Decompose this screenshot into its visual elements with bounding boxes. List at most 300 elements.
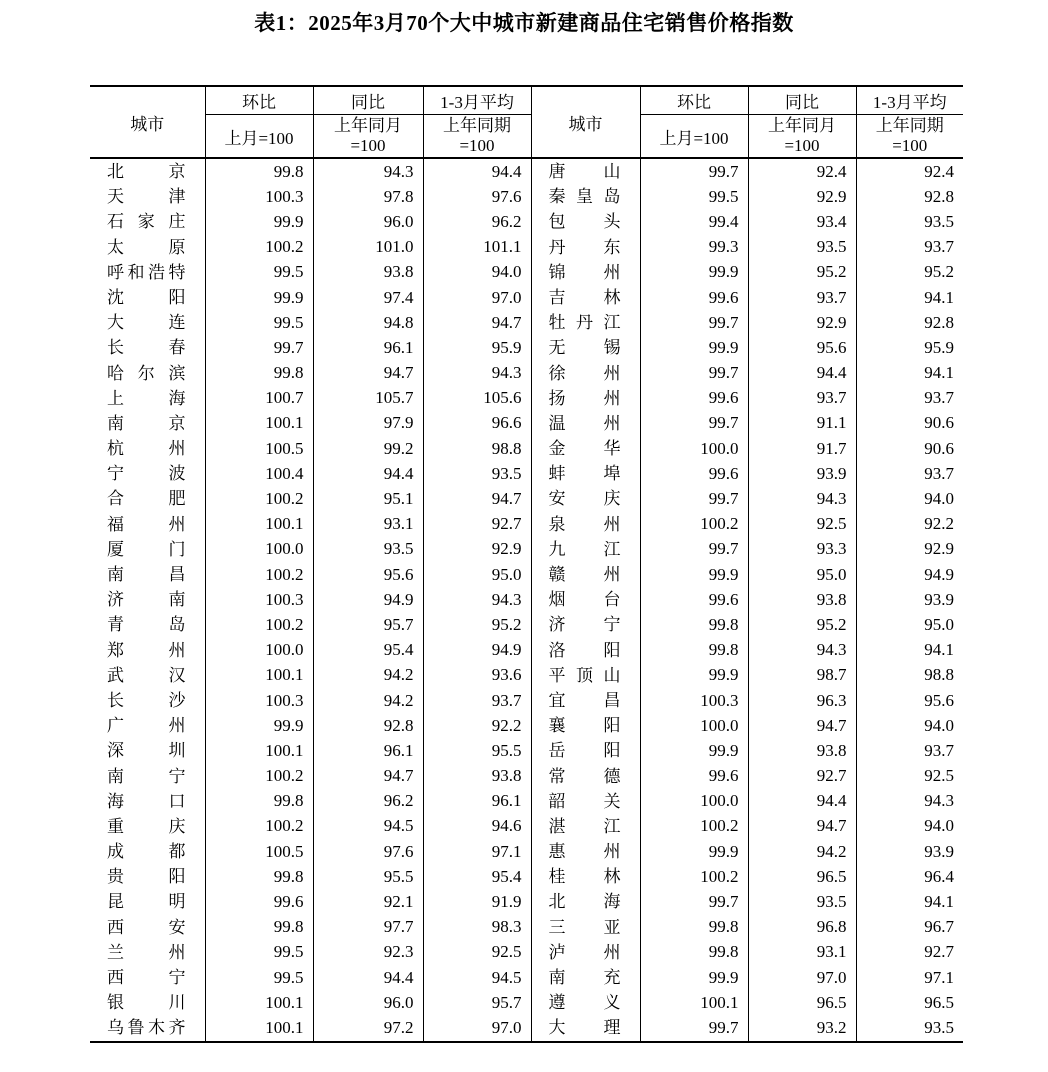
header-yoy-base-line2: =100 <box>784 136 820 155</box>
city-name: 沈阳 <box>107 287 186 307</box>
city-cell <box>531 889 640 914</box>
table-row <box>90 461 963 486</box>
city-name: 济宁 <box>548 615 621 635</box>
yoy-value: 94.2 <box>313 688 423 713</box>
yoy-value: 96.3 <box>748 688 856 713</box>
city-cell <box>531 158 640 184</box>
mom-value: 99.5 <box>205 310 313 335</box>
avg-value: 92.5 <box>423 940 531 965</box>
avg-value: 95.2 <box>423 612 531 637</box>
yoy-value: 92.9 <box>748 310 856 335</box>
yoy-value: 92.3 <box>313 940 423 965</box>
mom-value: 100.2 <box>205 814 313 839</box>
yoy-value: 96.2 <box>313 789 423 814</box>
table-row <box>90 260 963 285</box>
city-name: 包头 <box>548 212 621 232</box>
city-name: 秦皇岛 <box>548 187 621 207</box>
mom-value: 100.3 <box>205 184 313 209</box>
city-name: 温州 <box>548 413 621 433</box>
mom-value: 100.1 <box>205 663 313 688</box>
mom-value: 99.9 <box>640 663 748 688</box>
yoy-value: 95.4 <box>313 638 423 663</box>
city-cell <box>90 512 205 537</box>
avg-value: 93.7 <box>423 688 531 713</box>
mom-value: 99.8 <box>640 940 748 965</box>
city-cell <box>531 612 640 637</box>
avg-value: 97.0 <box>423 285 531 310</box>
table-row <box>90 814 963 839</box>
header-yoy-right: 同比 <box>748 86 856 115</box>
mom-value: 99.6 <box>640 461 748 486</box>
city-cell <box>531 411 640 436</box>
mom-value: 100.3 <box>205 587 313 612</box>
yoy-value: 94.3 <box>313 158 423 184</box>
header-avg-right: 1-3月平均 <box>872 93 947 112</box>
table-row <box>90 864 963 889</box>
city-cell <box>531 209 640 234</box>
mom-value: 99.7 <box>640 310 748 335</box>
yoy-value: 93.9 <box>748 461 856 486</box>
yoy-value: 95.7 <box>313 612 423 637</box>
mom-value: 100.2 <box>205 235 313 260</box>
city-cell <box>531 486 640 511</box>
city-cell <box>531 688 640 713</box>
mom-value: 99.7 <box>640 411 748 436</box>
city-name: 常德 <box>548 766 621 786</box>
avg-value: 92.5 <box>924 766 954 786</box>
mom-value: 99.5 <box>205 965 313 990</box>
yoy-value: 97.8 <box>313 184 423 209</box>
city-name: 天津 <box>107 187 186 207</box>
header-mom-right: 环比 <box>640 86 748 115</box>
city-name: 金华 <box>548 439 621 459</box>
city-cell <box>531 587 640 612</box>
city-cell <box>90 915 205 940</box>
header-avg-base-right <box>856 115 963 159</box>
yoy-value: 93.5 <box>748 235 856 260</box>
yoy-value: 96.8 <box>748 915 856 940</box>
yoy-value: 92.8 <box>313 713 423 738</box>
city-cell <box>531 512 640 537</box>
yoy-value: 92.9 <box>748 184 856 209</box>
table-row <box>90 688 963 713</box>
city-name: 牡丹江 <box>548 313 621 333</box>
avg-value: 98.3 <box>423 915 531 940</box>
city-name: 遵义 <box>548 993 621 1013</box>
avg-value: 94.4 <box>423 158 531 184</box>
mom-value: 99.8 <box>205 864 313 889</box>
city-name: 三亚 <box>548 917 621 937</box>
mom-value: 100.1 <box>640 990 748 1015</box>
table-row <box>90 990 963 1015</box>
table-row <box>90 915 963 940</box>
city-name: 赣州 <box>548 565 621 584</box>
table-row <box>90 738 963 763</box>
city-name: 宜昌 <box>548 690 621 710</box>
mom-value: 99.9 <box>640 260 748 285</box>
mom-value: 99.5 <box>640 184 748 209</box>
mom-value: 99.6 <box>640 386 748 411</box>
table-row <box>90 209 963 234</box>
avg-value: 94.0 <box>423 260 531 285</box>
header-yoy-base-line1: 上年同月 <box>334 116 402 135</box>
avg-value: 92.9 <box>423 537 531 562</box>
mom-value: 100.1 <box>205 411 313 436</box>
yoy-value: 93.7 <box>748 386 856 411</box>
header-row-bottom <box>90 115 963 159</box>
yoy-value: 94.3 <box>748 486 856 511</box>
avg-value: 94.7 <box>423 310 531 335</box>
mom-value: 99.7 <box>640 361 748 386</box>
mom-value: 100.0 <box>640 436 748 461</box>
table-header <box>90 86 963 158</box>
mom-value: 100.2 <box>640 864 748 889</box>
yoy-value: 96.1 <box>313 738 423 763</box>
mom-value: 99.7 <box>205 335 313 360</box>
avg-value: 95.9 <box>924 337 954 357</box>
city-cell <box>90 764 205 789</box>
table-row <box>90 940 963 965</box>
city-name: 乌鲁木齐 <box>107 1018 186 1038</box>
avg-value: 93.6 <box>423 663 531 688</box>
mom-value: 99.9 <box>205 713 313 738</box>
avg-value: 94.3 <box>924 791 954 811</box>
yoy-value: 94.7 <box>313 764 423 789</box>
city-name: 泉州 <box>548 514 621 534</box>
city-cell <box>90 688 205 713</box>
header-city-right: 城市 <box>531 86 640 158</box>
table-row <box>90 889 963 914</box>
yoy-value: 94.4 <box>748 789 856 814</box>
city-cell <box>90 184 205 209</box>
avg-value: 96.6 <box>423 411 531 436</box>
avg-value: 94.0 <box>924 715 954 735</box>
city-name: 北海 <box>548 892 621 912</box>
header-yoy-base-right <box>748 115 856 159</box>
mom-value: 99.7 <box>640 158 748 184</box>
yoy-value: 94.8 <box>313 310 423 335</box>
yoy-value: 94.2 <box>748 839 856 864</box>
city-cell <box>90 335 205 360</box>
yoy-value: 93.8 <box>748 587 856 612</box>
yoy-value: 95.5 <box>313 864 423 889</box>
table-row <box>90 1015 963 1041</box>
city-cell <box>90 990 205 1015</box>
mom-value: 99.9 <box>205 209 313 234</box>
city-name: 泸州 <box>548 942 621 962</box>
city-cell <box>531 310 640 335</box>
yoy-value: 97.6 <box>313 839 423 864</box>
city-cell <box>531 562 640 587</box>
mom-value: 99.6 <box>640 764 748 789</box>
city-name: 南京 <box>107 413 186 433</box>
yoy-value: 95.2 <box>748 260 856 285</box>
yoy-value: 95.0 <box>748 562 856 587</box>
table-row <box>90 764 963 789</box>
avg-value: 94.9 <box>924 564 954 584</box>
table-row <box>90 713 963 738</box>
city-cell <box>531 915 640 940</box>
city-name: 安庆 <box>548 489 621 509</box>
city-name: 重庆 <box>107 816 186 836</box>
avg-value: 93.9 <box>924 841 954 861</box>
yoy-value: 105.7 <box>313 386 423 411</box>
yoy-value: 91.1 <box>748 411 856 436</box>
yoy-value: 93.8 <box>748 738 856 763</box>
yoy-value: 96.5 <box>748 864 856 889</box>
avg-value: 94.1 <box>924 363 954 383</box>
city-cell <box>531 461 640 486</box>
city-cell <box>90 235 205 260</box>
avg-value: 92.2 <box>924 514 954 534</box>
avg-value: 95.6 <box>924 690 954 710</box>
city-name: 南宁 <box>107 766 186 786</box>
mom-value: 100.2 <box>205 764 313 789</box>
mom-value: 99.7 <box>640 486 748 511</box>
city-cell <box>90 839 205 864</box>
avg-value: 90.6 <box>924 413 954 433</box>
city-name: 烟台 <box>548 590 621 610</box>
city-name: 西宁 <box>107 968 186 987</box>
city-name: 唐山 <box>548 162 621 181</box>
avg-value: 93.5 <box>423 461 531 486</box>
city-cell <box>531 361 640 386</box>
yoy-value: 95.6 <box>313 562 423 587</box>
city-cell <box>531 764 640 789</box>
mom-value: 100.3 <box>640 688 748 713</box>
city-cell <box>90 965 205 990</box>
yoy-value: 99.2 <box>313 436 423 461</box>
city-name: 南昌 <box>107 565 186 584</box>
city-name: 哈尔滨 <box>107 363 186 383</box>
header-avg-base-line1: 上年同期 <box>443 116 511 135</box>
city-cell <box>90 889 205 914</box>
city-name: 西安 <box>107 917 186 937</box>
header-avg-base-line1: 上年同期 <box>875 116 944 135</box>
city-cell <box>531 738 640 763</box>
yoy-value: 97.2 <box>313 1015 423 1041</box>
header-mom-left: 环比 <box>205 86 313 115</box>
city-cell <box>531 990 640 1015</box>
yoy-value: 93.3 <box>748 537 856 562</box>
mom-value: 99.9 <box>640 738 748 763</box>
yoy-value: 94.4 <box>313 965 423 990</box>
city-cell <box>90 713 205 738</box>
city-cell <box>90 638 205 663</box>
yoy-value: 94.5 <box>313 814 423 839</box>
city-name: 蚌埠 <box>548 464 621 484</box>
city-cell <box>90 310 205 335</box>
table-row <box>90 184 963 209</box>
yoy-value: 93.2 <box>748 1015 856 1041</box>
table-row <box>90 486 963 511</box>
avg-value: 93.7 <box>924 740 954 760</box>
city-name: 厦门 <box>107 539 186 559</box>
avg-value: 91.9 <box>423 889 531 914</box>
avg-value: 101.1 <box>423 235 531 260</box>
city-cell <box>531 285 640 310</box>
avg-value: 93.7 <box>924 237 954 257</box>
mom-value: 100.2 <box>205 562 313 587</box>
table-body <box>90 158 963 1042</box>
mom-value: 100.1 <box>205 990 313 1015</box>
avg-value: 93.5 <box>924 1017 954 1037</box>
avg-value: 94.0 <box>924 816 954 836</box>
city-cell <box>90 386 205 411</box>
city-cell <box>90 562 205 587</box>
header-mom-base-right: 上月=100 <box>640 115 748 159</box>
city-name: 呼和浩特 <box>107 262 186 282</box>
yoy-value: 94.7 <box>748 713 856 738</box>
mom-value: 100.0 <box>205 638 313 663</box>
avg-value: 96.2 <box>423 209 531 234</box>
city-cell <box>531 940 640 965</box>
city-cell <box>531 260 640 285</box>
avg-value: 95.7 <box>423 990 531 1015</box>
city-cell <box>531 789 640 814</box>
mom-value: 100.0 <box>205 537 313 562</box>
mom-value: 99.8 <box>640 915 748 940</box>
page-title: 表1：2025年3月70个大中城市新建商品住宅销售价格指数 <box>254 11 794 35</box>
mom-value: 99.9 <box>640 562 748 587</box>
city-name: 九江 <box>548 539 621 559</box>
mom-value: 99.8 <box>205 158 313 184</box>
table-row <box>90 663 963 688</box>
city-cell <box>90 361 205 386</box>
mom-value: 100.7 <box>205 386 313 411</box>
yoy-value: 92.4 <box>748 158 856 184</box>
table-row <box>90 965 963 990</box>
city-name: 石家庄 <box>107 212 186 232</box>
yoy-value: 94.2 <box>313 663 423 688</box>
mom-value: 100.2 <box>640 814 748 839</box>
city-name: 桂林 <box>548 867 621 887</box>
header-yoy-base-line1: 上年同月 <box>768 116 836 135</box>
city-cell <box>90 486 205 511</box>
yoy-value: 95.2 <box>748 612 856 637</box>
yoy-value: 94.3 <box>748 638 856 663</box>
avg-value: 97.6 <box>423 184 531 209</box>
mom-value: 100.2 <box>640 512 748 537</box>
mom-value: 100.0 <box>640 713 748 738</box>
city-cell <box>531 965 640 990</box>
avg-value: 90.6 <box>924 438 954 458</box>
city-name: 杭州 <box>107 439 186 459</box>
city-cell <box>90 411 205 436</box>
yoy-value: 94.4 <box>748 361 856 386</box>
yoy-value: 96.0 <box>313 990 423 1015</box>
city-cell <box>90 285 205 310</box>
city-name: 长沙 <box>107 690 186 710</box>
city-cell <box>531 864 640 889</box>
yoy-value: 94.4 <box>313 461 423 486</box>
mom-value: 99.6 <box>205 889 313 914</box>
yoy-value: 97.9 <box>313 411 423 436</box>
mom-value: 99.9 <box>205 285 313 310</box>
city-name: 南充 <box>548 968 621 987</box>
mom-value: 99.6 <box>640 285 748 310</box>
mom-value: 99.8 <box>205 915 313 940</box>
city-name: 青岛 <box>107 615 186 635</box>
city-cell <box>531 335 640 360</box>
city-cell <box>531 184 640 209</box>
table-row <box>90 638 963 663</box>
mom-value: 99.7 <box>640 889 748 914</box>
table-row <box>90 235 963 260</box>
yoy-value: 93.8 <box>313 260 423 285</box>
yoy-value: 93.4 <box>748 209 856 234</box>
yoy-value: 93.5 <box>748 889 856 914</box>
avg-value: 92.4 <box>924 161 954 181</box>
city-name: 襄阳 <box>548 716 621 736</box>
city-name: 宁波 <box>107 464 186 484</box>
city-cell <box>531 386 640 411</box>
price-index-table-container <box>90 85 963 1043</box>
avg-value: 95.9 <box>423 335 531 360</box>
avg-value: 94.6 <box>423 814 531 839</box>
table-row <box>90 158 963 184</box>
mom-value: 100.2 <box>205 612 313 637</box>
city-name: 贵阳 <box>107 867 186 887</box>
city-name: 济南 <box>107 590 186 610</box>
avg-value: 94.9 <box>423 638 531 663</box>
city-name: 锦州 <box>548 262 621 282</box>
mom-value: 99.7 <box>640 1015 748 1041</box>
avg-value: 92.9 <box>924 539 954 559</box>
mom-value: 100.5 <box>205 436 313 461</box>
city-name: 成都 <box>107 842 186 862</box>
avg-value: 94.0 <box>924 489 954 509</box>
city-cell <box>90 738 205 763</box>
avg-value: 93.8 <box>423 764 531 789</box>
yoy-value: 91.7 <box>748 436 856 461</box>
city-cell <box>531 436 640 461</box>
table-row <box>90 310 963 335</box>
city-name: 武汉 <box>107 665 186 685</box>
yoy-value: 92.7 <box>748 764 856 789</box>
mom-value: 100.0 <box>640 789 748 814</box>
avg-value: 94.1 <box>924 640 954 660</box>
city-cell <box>90 940 205 965</box>
table-row <box>90 537 963 562</box>
city-name: 湛江 <box>548 816 621 836</box>
yoy-value: 98.7 <box>748 663 856 688</box>
table-row <box>90 335 963 360</box>
table-row <box>90 839 963 864</box>
header-city-left: 城市 <box>90 86 205 158</box>
avg-value: 97.1 <box>924 967 954 987</box>
avg-value: 96.1 <box>423 789 531 814</box>
avg-value: 98.8 <box>924 665 954 685</box>
yoy-value: 97.4 <box>313 285 423 310</box>
header-avg-base-line2: =100 <box>459 136 495 155</box>
price-index-table <box>90 85 963 1043</box>
avg-value: 94.1 <box>924 287 954 307</box>
header-avg-base-line2: =100 <box>892 136 928 155</box>
yoy-value: 95.1 <box>313 486 423 511</box>
city-name: 福州 <box>107 514 186 534</box>
city-cell <box>90 789 205 814</box>
city-cell <box>531 814 640 839</box>
mom-value: 100.3 <box>205 688 313 713</box>
avg-value: 92.2 <box>423 713 531 738</box>
mom-value: 100.1 <box>205 1015 313 1041</box>
avg-value: 96.4 <box>924 866 954 886</box>
avg-value: 95.0 <box>924 614 954 634</box>
yoy-value: 93.1 <box>748 940 856 965</box>
city-cell <box>531 713 640 738</box>
header-yoy-base-left <box>313 115 423 159</box>
